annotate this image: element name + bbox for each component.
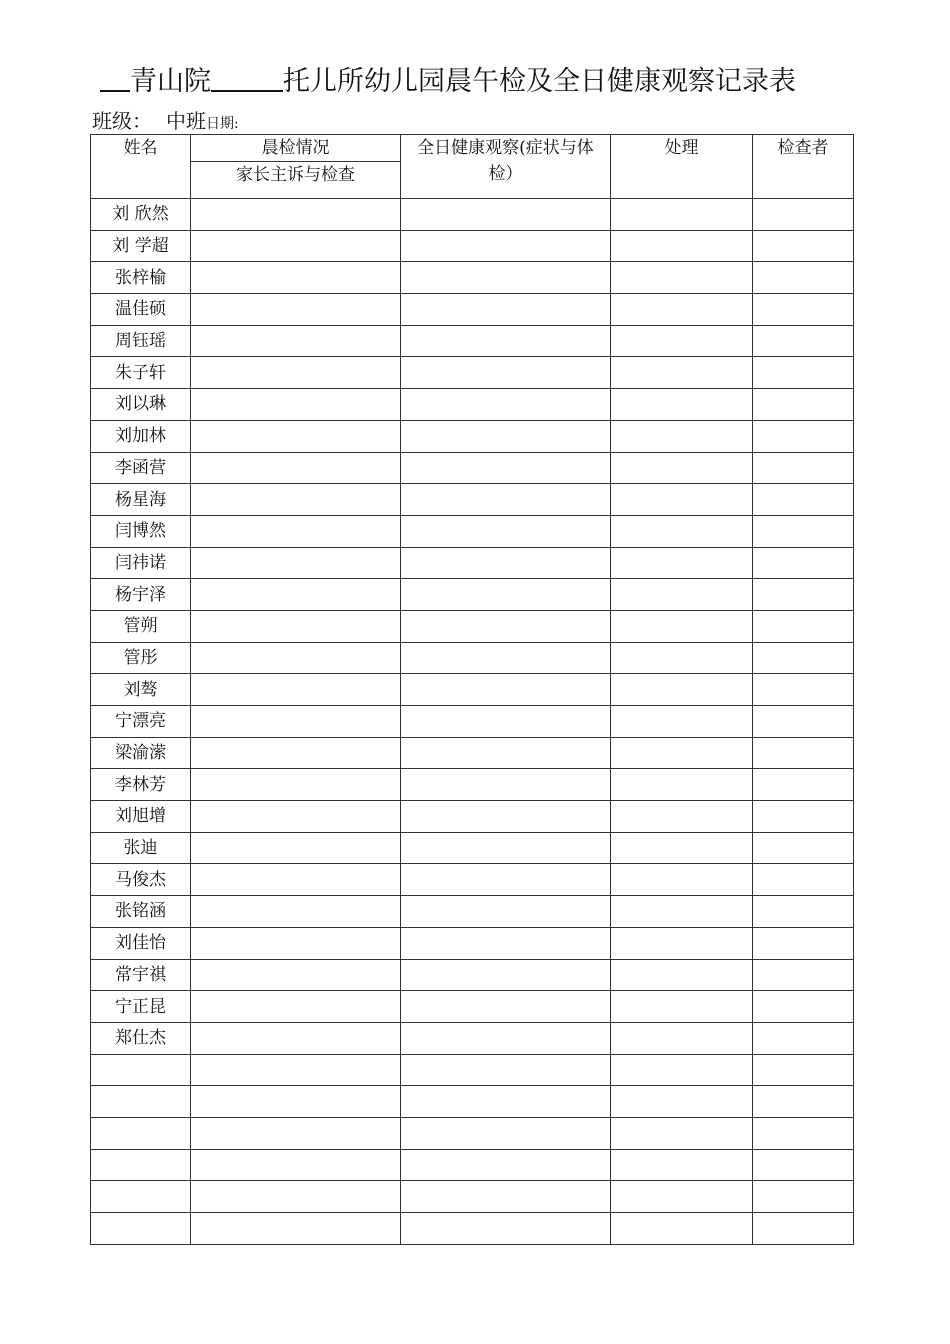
cell-parent-complaint[interactable] (191, 199, 401, 231)
cell-all-day-observation[interactable] (401, 262, 611, 294)
cell-handling[interactable] (611, 547, 753, 579)
cell-student-name: 刘骜 (91, 674, 191, 706)
cell-all-day-observation[interactable] (401, 610, 611, 642)
table-row (91, 357, 854, 389)
cell-handling[interactable] (611, 801, 753, 833)
cell-handling[interactable] (611, 1054, 753, 1086)
cell-all-day-observation[interactable] (401, 896, 611, 928)
header-all-day-observation: 全日健康观察(症状与体检） (401, 135, 611, 199)
cell-handling[interactable] (611, 991, 753, 1023)
cell-parent-complaint[interactable] (191, 294, 401, 326)
cell-student-name: 张迪 (91, 832, 191, 864)
cell-student-name: 梁渝潆 (91, 737, 191, 769)
cell-inspector[interactable] (753, 579, 854, 611)
cell-parent-complaint[interactable] (191, 959, 401, 991)
table-row (91, 737, 854, 769)
cell-all-day-observation[interactable] (401, 1213, 611, 1245)
cell-handling[interactable] (611, 896, 753, 928)
health-record-table (90, 134, 854, 1245)
cell-parent-complaint[interactable] (191, 547, 401, 579)
cell-parent-complaint[interactable] (191, 579, 401, 611)
cell-all-day-observation[interactable] (401, 1149, 611, 1181)
cell-student-name: 刘 学超 (91, 230, 191, 262)
cell-parent-complaint[interactable] (191, 1213, 401, 1245)
table-row (91, 1117, 854, 1149)
cell-parent-complaint[interactable] (191, 1086, 401, 1118)
cell-parent-complaint[interactable] (191, 325, 401, 357)
cell-inspector[interactable] (753, 389, 854, 421)
cell-inspector[interactable] (753, 959, 854, 991)
cell-inspector[interactable] (753, 547, 854, 579)
cell-inspector[interactable] (753, 674, 854, 706)
cell-handling[interactable] (611, 484, 753, 516)
cell-inspector[interactable] (753, 991, 854, 1023)
cell-inspector[interactable] (753, 769, 854, 801)
title-main: 托儿所幼儿园晨午检及全日健康观察记录表 (283, 66, 796, 97)
cell-handling[interactable] (611, 199, 753, 231)
table-row (91, 389, 854, 421)
cell-handling[interactable] (611, 420, 753, 452)
cell-inspector[interactable] (753, 1117, 854, 1149)
cell-handling[interactable] (611, 927, 753, 959)
cell-handling[interactable] (611, 1117, 753, 1149)
cell-all-day-observation[interactable] (401, 642, 611, 674)
cell-all-day-observation[interactable] (401, 1054, 611, 1086)
cell-student-name: 管朔 (91, 610, 191, 642)
cell-inspector[interactable] (753, 515, 854, 547)
cell-inspector[interactable] (753, 610, 854, 642)
cell-parent-complaint[interactable] (191, 927, 401, 959)
cell-student-name (91, 1117, 191, 1149)
cell-parent-complaint[interactable] (191, 357, 401, 389)
cell-student-name: 杨宇泽 (91, 579, 191, 611)
cell-inspector[interactable] (753, 420, 854, 452)
class-value: 中班 (166, 109, 206, 133)
cell-all-day-observation[interactable] (401, 452, 611, 484)
cell-all-day-observation[interactable] (401, 864, 611, 896)
cell-inspector[interactable] (753, 1181, 854, 1213)
table-row (91, 230, 854, 262)
cell-student-name: 张梓榆 (91, 262, 191, 294)
cell-all-day-observation[interactable] (401, 294, 611, 326)
cell-handling[interactable] (611, 1086, 753, 1118)
cell-parent-complaint[interactable] (191, 832, 401, 864)
cell-inspector[interactable] (753, 199, 854, 231)
cell-inspector[interactable] (753, 737, 854, 769)
cell-inspector[interactable] (753, 864, 854, 896)
table-row (91, 674, 854, 706)
cell-all-day-observation[interactable] (401, 515, 611, 547)
cell-handling[interactable] (611, 737, 753, 769)
table-row (91, 1213, 854, 1245)
cell-student-name: 刘以琳 (91, 389, 191, 421)
cell-student-name: 温佳硕 (91, 294, 191, 326)
cell-student-name: 李林芳 (91, 769, 191, 801)
table-row (91, 706, 854, 738)
cell-all-day-observation[interactable] (401, 389, 611, 421)
cell-all-day-observation[interactable] (401, 1086, 611, 1118)
cell-handling[interactable] (611, 1149, 753, 1181)
table-row (91, 515, 854, 547)
cell-student-name: 张铭涵 (91, 896, 191, 928)
cell-all-day-observation[interactable] (401, 1181, 611, 1213)
table-row (91, 610, 854, 642)
date-label: 日期: (206, 116, 239, 132)
cell-parent-complaint[interactable] (191, 262, 401, 294)
cell-handling[interactable] (611, 706, 753, 738)
cell-handling[interactable] (611, 769, 753, 801)
cell-inspector[interactable] (753, 927, 854, 959)
table-row (91, 896, 854, 928)
cell-handling[interactable] (611, 959, 753, 991)
cell-all-day-observation[interactable] (401, 484, 611, 516)
cell-inspector[interactable] (753, 1086, 854, 1118)
cell-inspector[interactable] (753, 325, 854, 357)
cell-handling[interactable] (611, 230, 753, 262)
cell-student-name (91, 1086, 191, 1118)
cell-parent-complaint[interactable] (191, 896, 401, 928)
cell-handling[interactable] (611, 642, 753, 674)
cell-all-day-observation[interactable] (401, 927, 611, 959)
table-row (91, 579, 854, 611)
header-inspector: 检查者 (753, 135, 854, 199)
cell-inspector[interactable] (753, 1054, 854, 1086)
cell-handling[interactable] (611, 515, 753, 547)
cell-handling[interactable] (611, 389, 753, 421)
cell-parent-complaint[interactable] (191, 706, 401, 738)
cell-all-day-observation[interactable] (401, 801, 611, 833)
cell-inspector[interactable] (753, 896, 854, 928)
table-row (91, 547, 854, 579)
cell-parent-complaint[interactable] (191, 389, 401, 421)
cell-parent-complaint[interactable] (191, 1022, 401, 1054)
cell-all-day-observation[interactable] (401, 706, 611, 738)
cell-parent-complaint[interactable] (191, 737, 401, 769)
title-blank-1 (100, 64, 130, 92)
cell-student-name: 李函营 (91, 452, 191, 484)
cell-parent-complaint[interactable] (191, 1117, 401, 1149)
cell-parent-complaint[interactable] (191, 674, 401, 706)
cell-handling[interactable] (611, 610, 753, 642)
title-blank-2 (211, 64, 283, 92)
table-row (91, 1149, 854, 1181)
cell-parent-complaint[interactable] (191, 515, 401, 547)
table-row (91, 199, 854, 231)
cell-handling[interactable] (611, 262, 753, 294)
table-row (91, 1022, 854, 1054)
cell-parent-complaint[interactable] (191, 1149, 401, 1181)
cell-all-day-observation[interactable] (401, 1117, 611, 1149)
cell-handling[interactable] (611, 674, 753, 706)
table-row (91, 484, 854, 516)
table-row (91, 801, 854, 833)
table-body (91, 199, 854, 1245)
cell-student-name (91, 1213, 191, 1245)
cell-student-name: 刘 欣然 (91, 199, 191, 231)
cell-all-day-observation[interactable] (401, 1022, 611, 1054)
cell-student-name: 管彤 (91, 642, 191, 674)
table-row (91, 325, 854, 357)
cell-all-day-observation[interactable] (401, 674, 611, 706)
cell-student-name: 常宇祺 (91, 959, 191, 991)
cell-student-name: 周钰瑶 (91, 325, 191, 357)
cell-all-day-observation[interactable] (401, 420, 611, 452)
cell-parent-complaint[interactable] (191, 484, 401, 516)
cell-student-name (91, 1149, 191, 1181)
cell-student-name: 刘旭增 (91, 801, 191, 833)
table-row (91, 294, 854, 326)
cell-parent-complaint[interactable] (191, 420, 401, 452)
table-row (91, 959, 854, 991)
cell-all-day-observation[interactable] (401, 199, 611, 231)
table-row (91, 420, 854, 452)
cell-handling[interactable] (611, 1181, 753, 1213)
cell-all-day-observation[interactable] (401, 991, 611, 1023)
class-label: 班级： (92, 109, 152, 133)
cell-inspector[interactable] (753, 1022, 854, 1054)
table-row (91, 864, 854, 896)
cell-handling[interactable] (611, 832, 753, 864)
cell-inspector[interactable] (753, 832, 854, 864)
cell-all-day-observation[interactable] (401, 325, 611, 357)
header-morning-check: 晨检情况 (191, 135, 401, 162)
cell-student-name: 闫博然 (91, 515, 191, 547)
cell-handling[interactable] (611, 325, 753, 357)
table-row (91, 927, 854, 959)
cell-inspector[interactable] (753, 452, 854, 484)
cell-all-day-observation[interactable] (401, 357, 611, 389)
table-row (91, 1086, 854, 1118)
form-title (100, 64, 860, 100)
table-row (91, 991, 854, 1023)
cell-inspector[interactable] (753, 357, 854, 389)
cell-handling[interactable] (611, 1213, 753, 1245)
cell-inspector[interactable] (753, 294, 854, 326)
cell-student-name: 闫祎诺 (91, 547, 191, 579)
cell-student-name: 宁正昆 (91, 991, 191, 1023)
cell-parent-complaint[interactable] (191, 769, 401, 801)
header-handling: 处理 (611, 135, 753, 199)
table-row (91, 769, 854, 801)
cell-student-name: 刘佳怡 (91, 927, 191, 959)
cell-handling[interactable] (611, 452, 753, 484)
cell-inspector[interactable] (753, 262, 854, 294)
cell-all-day-observation[interactable] (401, 959, 611, 991)
cell-parent-complaint[interactable] (191, 991, 401, 1023)
cell-inspector[interactable] (753, 801, 854, 833)
table-row (91, 642, 854, 674)
cell-all-day-observation[interactable] (401, 579, 611, 611)
cell-parent-complaint[interactable] (191, 452, 401, 484)
cell-inspector[interactable] (753, 230, 854, 262)
table-row (91, 1181, 854, 1213)
cell-student-name: 郑仕杰 (91, 1022, 191, 1054)
table-row (91, 832, 854, 864)
cell-all-day-observation[interactable] (401, 832, 611, 864)
cell-student-name: 杨星海 (91, 484, 191, 516)
cell-student-name: 朱子轩 (91, 357, 191, 389)
cell-handling[interactable] (611, 579, 753, 611)
cell-inspector[interactable] (753, 484, 854, 516)
cell-student-name: 宁漂亮 (91, 706, 191, 738)
cell-all-day-observation[interactable] (401, 547, 611, 579)
table-row (91, 1054, 854, 1086)
cell-parent-complaint[interactable] (191, 801, 401, 833)
cell-parent-complaint[interactable] (191, 1054, 401, 1086)
cell-inspector[interactable] (753, 642, 854, 674)
cell-inspector[interactable] (753, 706, 854, 738)
cell-student-name (91, 1054, 191, 1086)
cell-handling[interactable] (611, 1022, 753, 1054)
title-campus: 青山院 (130, 66, 211, 97)
table-row (91, 262, 854, 294)
cell-all-day-observation[interactable] (401, 737, 611, 769)
cell-inspector[interactable] (753, 1213, 854, 1245)
cell-handling[interactable] (611, 294, 753, 326)
cell-all-day-observation[interactable] (401, 230, 611, 262)
cell-handling[interactable] (611, 864, 753, 896)
cell-parent-complaint[interactable] (191, 864, 401, 896)
cell-handling[interactable] (611, 357, 753, 389)
cell-parent-complaint[interactable] (191, 1181, 401, 1213)
cell-parent-complaint[interactable] (191, 642, 401, 674)
header-name: 姓名 (91, 135, 191, 199)
cell-parent-complaint[interactable] (191, 610, 401, 642)
cell-student-name: 马俊杰 (91, 864, 191, 896)
cell-student-name: 刘加林 (91, 420, 191, 452)
cell-student-name (91, 1181, 191, 1213)
table-row (91, 452, 854, 484)
cell-all-day-observation[interactable] (401, 769, 611, 801)
header-parent-complaint: 家长主诉与检查 (191, 162, 401, 199)
cell-inspector[interactable] (753, 1149, 854, 1181)
cell-parent-complaint[interactable] (191, 230, 401, 262)
